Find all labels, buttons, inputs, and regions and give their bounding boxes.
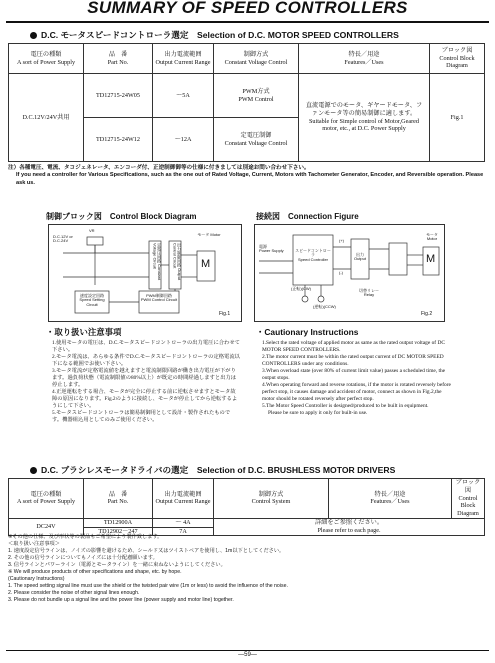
- relay-label: 切替リレー Relay: [359, 288, 379, 298]
- connection-figure: [254, 224, 445, 322]
- caution-jp-2: 2.モータ電流は、あらゆる条件でD.C.モータスピードコントローラの定格電流以下になる範囲でお使い下さい。: [52, 354, 240, 368]
- output-control-block: 出力制御回路 Output Control Circuit: [172, 243, 182, 281]
- ccw-label: (逆転)(CCW): [313, 304, 336, 309]
- power-label: 電源 Power Supply: [259, 244, 284, 254]
- current-cell-1: ～5A: [153, 74, 214, 118]
- bullet-icon: [30, 32, 37, 39]
- part-cell-2: TD12715-24W12: [84, 118, 153, 162]
- header-part: 品 番 Part No.: [84, 44, 153, 74]
- header-control: 制御方式 Constant Voltage Control: [214, 44, 299, 74]
- caution-en-3: 3.When overload state (over 80% of current limit value) passes a scheduled time, the output stops.: [262, 368, 446, 382]
- connection-svg: [255, 225, 444, 321]
- caution-en-1: 1.Select the rated voltage of applied motor as same as the rated output voltage of DC MOTOR SPEED CONTROLLERS.: [262, 340, 445, 354]
- motor-icon: M: [201, 258, 211, 270]
- supply-cell: D.C.12V/24V共用: [9, 74, 84, 162]
- bullet-icon: [30, 467, 37, 474]
- dc-controller-table: [8, 43, 485, 162]
- connection-motor-label: モータ Motor: [426, 232, 438, 242]
- vr-label: VR: [89, 228, 95, 233]
- dc-section-heading-text: D.C. モータスピードコントローラ選定 Selection of D.C. MOTOR SPEED CONTROLLERS: [41, 30, 399, 40]
- speed-setting-block: 速度設定回路 Speed Setting Circuit: [79, 293, 105, 307]
- caution-en-4: 4.When operating forward and reverse rotations, if the motor is rotated reversely before perfect stop, it causes damage and accident of motor, connect as shown in Fig.2,the motor should be rotated reversely after perfect stop.: [262, 382, 451, 403]
- bnote-7: (Cautionary Instructions): [8, 576, 65, 583]
- dc-note-jp: 注）各種電圧、電流、タコジェネレータ、エンコーダ付、正逆制御御等の仕様に付きましては別途お問い合わせ下さい。: [8, 165, 310, 171]
- bl-header-control: 制御方式 Control System: [214, 479, 329, 519]
- diagram-ref-cell: Fig.1: [430, 74, 485, 162]
- header-features: 特長／用途 Features／Uses: [299, 44, 430, 74]
- header-current: 出力電流範囲 Output Current Range: [153, 44, 214, 74]
- control-cell-2: 定電圧制御 Constant Voltage Control: [214, 118, 299, 162]
- bl-supply-cell: DC24V: [9, 518, 84, 536]
- bnote-6: ※ We will produce products of other specifications and shape, etc. by hope.: [8, 569, 182, 576]
- bl-part-cell-2: TD12902－247: [84, 527, 153, 536]
- page-number: —59—: [238, 652, 257, 658]
- bl-header-part: 品 番 Part No.: [84, 479, 153, 519]
- brushless-section-heading-text: D.C. ブラシレスモータドライバの選定 Selection of D.C. BRUSHLESS MOTOR DRIVERS: [41, 465, 396, 475]
- caution-en-6: Please be sure to apply it only for built-in use.: [268, 410, 368, 417]
- fig2-label: Fig.2: [421, 311, 433, 317]
- header-power: 電圧の種類 A sort of Power Supply: [9, 44, 84, 74]
- header-diagram: ブロック図 Control Block Diagram: [430, 44, 485, 74]
- bl-current-cell-2: 7A: [153, 527, 214, 536]
- bnote-1: ※その他の仕様、及び形状等の製品もご希望により製作致します。: [8, 534, 163, 540]
- bnote-10: 3. Please do not bundle up a signal line and the power line (power supply and motor line) together.: [8, 597, 234, 604]
- bl-current-cell-1: ～ 4A: [153, 518, 214, 527]
- bnote-4: 2. その他の信号ラインについてもノイズには十分配慮願います。: [8, 555, 158, 562]
- bottom-rule: [6, 650, 489, 651]
- supply-label: D.C.12V or D.C.24V: [53, 234, 73, 244]
- part-cell-1: TD12715-24W05: [84, 74, 153, 118]
- bnote-5: 3. 信号ラインとパワーライン（電源とモータライン）を一緒に束ねないようにしてください。: [8, 562, 226, 569]
- caution-en-2: 2.The motor current must be within the rated output current of DC MOTOR SPEED CONTROLLERS under any conditions.: [262, 354, 444, 368]
- bnote-8: 1. The speed setting signal line must use the shield or the twisted pair wire (1m or less) to avoid the influence of the noise.: [8, 583, 288, 590]
- current-cell-2: ～12A: [153, 118, 214, 162]
- brushless-driver-table: [8, 478, 485, 536]
- title-rule: [6, 21, 489, 23]
- caution-jp-4: 4.正逆運転をする場合、モータが完全に停止する前に逆転させますとモータ故障の原因になります。Fig.2のように接続し、モータが停止してから逆転するようにして下さい。: [52, 389, 238, 410]
- minus-terminal: (-): [339, 270, 343, 275]
- bl-header-features: 特長／用途 Features／Uses: [329, 479, 452, 519]
- cautions-jp-list: [52, 340, 240, 424]
- page-title: SUMMARY OF SPEED CONTROLLERS: [87, 0, 408, 17]
- bnote-3: 1. 速度設定信号ラインは、ノイズの影響を避けるため、シールド又はツイストペアを使用し、1m以下としてください。: [8, 548, 285, 555]
- features-cell: 直流電源でのモータ、ギヤードモータ、ファンモータ等の簡易制御に適します。 Suitable for Simple control of Motor,Geared motor, etc., at D.C. Power Supply: [299, 74, 430, 162]
- cautions-jp-heading: ・取り扱い注意事項: [46, 327, 122, 337]
- controller-label: スピードコントローラ Speed Controller: [295, 248, 331, 262]
- caution-en-5: 5.The Motor Speed Controller is designed/produced to be built in equipment.: [262, 403, 429, 410]
- pwm-control-block: PWM制御回路 PWM Control Circuit: [140, 293, 178, 303]
- bl-header-power: 電圧の種類 A sort of Power Supply: [9, 479, 84, 519]
- connection-motor-icon: M: [426, 253, 436, 265]
- caution-jp-1: 1.使用モータの電圧は、D.C.モータスピードコントローラの出力電圧に合わせて下さい。: [52, 340, 240, 354]
- bl-refer-cell: 詳細をご参照ください。 Please refer to each page.: [214, 518, 485, 536]
- caution-jp-5: 5.モータスピードコントローラは簡易制御用として設計・製作されたものです。機器組込用としてのみご使用ください。: [52, 410, 231, 424]
- plus-terminal: (+): [339, 238, 344, 243]
- dc-section-heading: [30, 29, 399, 41]
- cautions-en-list: [262, 340, 452, 417]
- brushless-notes: [8, 534, 486, 604]
- brushless-section-heading: [30, 464, 395, 476]
- fig1-label: Fig.1: [219, 311, 231, 317]
- bl-header-diagram: ブロック図 Control Block Diagram: [452, 479, 485, 519]
- bnote-9: 2. Please consider the noise of other signal lines enough.: [8, 590, 140, 597]
- dc-note: [8, 165, 486, 187]
- bnote-2: ＜取り扱い注意事項＞: [8, 541, 60, 548]
- block-diagram-figure: [48, 224, 242, 322]
- dc-note-en: If you need a controller for Various Specifications, such as the one out of Rated Voltage, Current, Motors with Tachometer Generator, Encoder, and Reversible operation. Please ask us.: [16, 172, 484, 186]
- control-cell-1: PWM方式 PWM Control: [214, 74, 299, 118]
- bl-header-current: 出力電流範囲 Output Current Range: [153, 479, 214, 519]
- motor-label: モータ Motor: [197, 232, 221, 237]
- cautions-en-heading: ・Cautionary Instructions: [256, 327, 359, 337]
- constant-voltage-block: 定電圧回路 Constant Voltage Circuit: [152, 243, 162, 281]
- block-diagram-heading: 制御ブロック図 Control Block Diagram: [46, 212, 197, 221]
- connection-heading: 接続図 Connection Figure: [256, 212, 359, 221]
- caution-jp-3: 3.モータ電流が定格電流値を越えますと電流制限回路が働き出力電圧が下がります。過負荷状態（電流制限値の80%以上）が既定の時間経過しますと出力は停止します。: [52, 368, 237, 389]
- cw-label: (正転)(CW): [291, 286, 311, 291]
- output-label: 出力 Output: [353, 252, 366, 262]
- bl-part-cell-1: TD12900A: [84, 518, 153, 527]
